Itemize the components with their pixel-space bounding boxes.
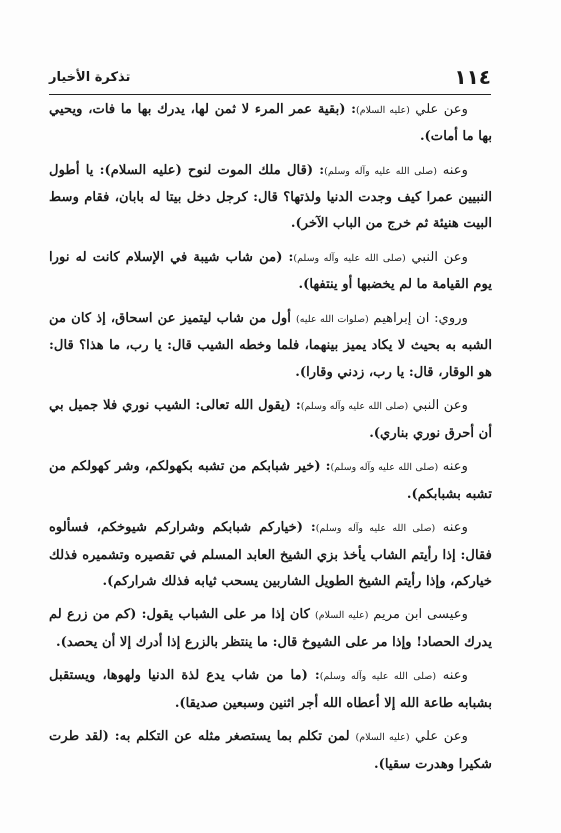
paragraph-text: : (خياركم شبابكم وشراركم شيوخكم، فسألوه فقال: إذا رأيتم الشاب يأخذ بزي الشيخ العابد المسلم في تقصيره وتشميره فذلك خياركم، وإذا رأيتم الشيخ الطويل الشاربين يسحب ثيابه فذلك شراركم). xyxy=(49,520,492,589)
honorific: (صلى الله عليه وآله وسلم) xyxy=(293,252,406,264)
hadith-paragraph xyxy=(49,724,492,778)
paragraph-text: : (قال ملك الموت لنوح (عليه السلام): يا أطول النبيين عمرا كيف وجدت الدنيا ولذتها؟ قال: كرجل دخل بيتا له بابان، فقام وسط البيت هنيئة ثم خرج من الباب الآخر). xyxy=(49,162,492,232)
honorific: (عليه السلام) xyxy=(355,732,410,744)
paragraph-intro: وعنه xyxy=(442,520,468,536)
honorific: (عليه السلام) xyxy=(315,610,369,622)
paragraph-text: : (ما من شاب يدع لذة الدنيا ولهوها، ويستقبل بشبابه طاعة الله إلا أعطاه الله أجر اثنين وسبعين صديقا). xyxy=(49,668,492,711)
paragraph-intro: وعن النبي xyxy=(412,398,468,414)
paragraph-intro: وعن علي xyxy=(415,729,469,745)
header-rule xyxy=(49,94,491,95)
paragraph-text: أول من شاب ليتميز عن اسحاق، إذ كان من الشبه به بحيث لا يكاد يميز بينهما، فلما وخطه الشيب قال: يا رب، ما هذا؟ قال: هو الوقار، قال: يا رب، زدني وقارا). xyxy=(49,310,492,380)
honorific: (صلى الله عليه وآله وسلم) xyxy=(330,462,439,474)
paragraph-intro: وعيسى ابن مريم xyxy=(373,607,468,623)
page-header xyxy=(49,61,491,93)
hadith-paragraph xyxy=(49,306,492,386)
paragraph-intro: وعنه xyxy=(442,459,468,475)
paragraph-intro: وعن علي xyxy=(415,102,468,117)
honorific: (صلى الله عليه وآله وسلم) xyxy=(324,165,437,177)
paragraph-text: : (خير شبابكم من تشبه بكهولكم، وشر كهولكم من تشبه بشبابكم). xyxy=(49,459,492,502)
page-body xyxy=(49,97,492,785)
honorific: (عليه السلام) xyxy=(356,105,410,116)
paragraph-text: لمن تكلم بما يستصغر مثله عن التكلم به: (لقد طرت شكيرا وهدرت سقيا). xyxy=(49,729,492,772)
hadith-paragraph xyxy=(49,663,492,717)
hadith-paragraph xyxy=(49,602,492,656)
page-number: ١١٤ xyxy=(454,65,491,89)
paragraph-intro: وروي: ان إبراهيم xyxy=(373,310,468,326)
paragraph-intro: وعنه xyxy=(442,162,468,178)
hadith-paragraph xyxy=(49,515,492,595)
paragraph-text: : (بقية عمر المرء لا ثمن لها، يدرك بها ما فات، ويحيي بها ما أمات). xyxy=(49,102,492,145)
honorific: (صلى الله عليه وآله وسلم) xyxy=(319,671,437,683)
hadith-paragraph xyxy=(49,97,492,151)
paragraph-text: : (يقول الله تعالى: الشيب نوري فلا جميل بي أن أحرق نوري بناري). xyxy=(49,398,492,441)
hadith-paragraph xyxy=(49,393,492,447)
hadith-paragraph xyxy=(49,245,492,299)
hadith-paragraph xyxy=(49,454,492,508)
honorific: (صلى الله عليه وآله وسلم) xyxy=(315,523,436,535)
paragraph-intro: وعنه xyxy=(442,668,469,684)
paragraph-intro: وعن النبي xyxy=(411,249,468,265)
paragraph-text: كان إذا مر على الشباب يقول: (كم من زرع لم يدرك الحصاد! وإذا مر على الشيوخ قال: ما ينتظر بالزرع إذا أدرك إلا أن يحصد). xyxy=(49,607,492,650)
honorific: (صلى الله عليه وآله وسلم) xyxy=(300,401,409,413)
paragraph-text: : (من شاب شيبة في الإسلام كانت له نورا يوم القيامة ما لم يخضبها أو ينتفها). xyxy=(49,249,492,293)
running-title: تذكرة الأخيار xyxy=(49,69,131,85)
honorific: (صلوات الله عليه) xyxy=(296,313,369,325)
hadith-paragraph xyxy=(49,158,492,238)
